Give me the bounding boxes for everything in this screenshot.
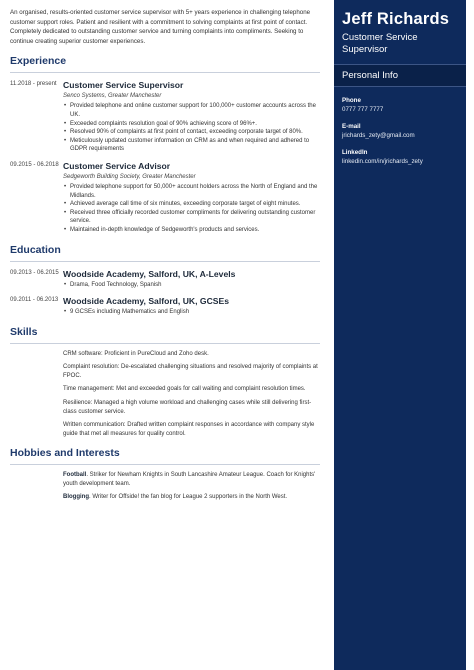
hobby-text: . Writer for Offside! the fan blog for League 2 supporters in the North West. [89, 493, 288, 500]
hobby-item [63, 471, 320, 488]
sidebar [334, 0, 466, 670]
job-title: Customer Service Supervisor [63, 80, 184, 91]
bullet-item: • Provided telephone support for 50,000+ account holders across the North of England and the Midlands. [63, 183, 320, 200]
experience-heading: Experience [10, 55, 320, 73]
school-name: Woodside Academy, Salford, UK, GCSEs [63, 296, 230, 307]
candidate-name: Jeff Richards [342, 10, 450, 28]
email-block [334, 113, 466, 139]
bullet-item: • 9 GCSEs including Mathematics and English [63, 308, 320, 317]
bullet-item: • Achieved average call time of six minutes, exceeding corporate target of eight minutes. [63, 200, 320, 209]
skill-item: Complaint resolution: De-escalated challenging situations and resolved majority of complaints at FPOC. [63, 364, 318, 379]
education-entry [10, 296, 320, 317]
entry-date: 09.2011 - 06.2013 [10, 297, 59, 304]
company-name: Senco Systems, Greater Manchester [63, 93, 162, 100]
phone-value: 0777 777 7777 [342, 106, 384, 113]
experience-entry [10, 80, 320, 154]
profile-summary: An organised, results-oriented customer service supervisor with 5+ years experience in challenging telephone customer support roles. Patient and resilient with a commitment to solving complaints at first point of contact. Completely dedicated to outstanding customer service and turning complaints into compliments. Seeking to continue creating superior customer experiences. [10, 9, 311, 45]
email-link[interactable]: jrichards_zety@gmail.com [342, 132, 415, 139]
linkedin-link[interactable]: linkedin.com/in/jrichards_zety [342, 158, 423, 165]
bullet-item: • Drama, Food Technology, Spanish [63, 281, 320, 290]
bullet-item: • Received three officially recorded customer compliments for delivering outstanding customer service. [63, 209, 320, 226]
skill-item: Written communication: Drafted written complaint responses in accordance with company style guide that met all measures for quality control. [63, 422, 315, 437]
hobby-text: . Striker for Newham Knights in South Lancashire Amateur League. Coach for Knights' youth development team. [63, 472, 316, 488]
candidate-title: Customer Service Supervisor [342, 32, 418, 55]
personal-info-heading: Personal Info [334, 64, 466, 87]
bullet-item: • Resolved 90% of complaints at first point of contact, exceeding corporate target of 80%. [63, 128, 320, 137]
hobbies-section [10, 447, 320, 501]
main-column [10, 8, 320, 505]
hobby-title: Football [63, 472, 87, 479]
education-section [10, 244, 320, 317]
skill-item: Time management: Met and exceeded goals for call waiting and complaint resolution times. [63, 386, 306, 393]
skill-item: Resilience: Managed a high volume workload and challenging cases while still delivering first-class customer service. [63, 400, 312, 415]
bullet-item: • Maintained in-depth knowledge of Sedgeworth's products and services. [63, 226, 320, 235]
bullet-list [63, 102, 320, 154]
experience-entry [10, 161, 320, 235]
entry-date: 11.2018 - present [10, 81, 57, 88]
skill-list [63, 350, 320, 439]
linkedin-label: LinkedIn [342, 149, 368, 156]
bullet-item: • Provided telephone and online customer support for 100,000+ customer accounts across the UK. [63, 102, 320, 119]
entry-date: 09.2013 - 06.2015 [10, 269, 59, 276]
education-entry [10, 269, 320, 290]
job-title: Customer Service Advisor [63, 160, 171, 171]
linkedin-block [334, 139, 466, 165]
school-name: Woodside Academy, Salford, UK, A-Levels [63, 268, 236, 279]
bullet-list [63, 308, 320, 317]
skills-heading: Skills [10, 326, 320, 344]
skill-item: CRM software: Proficient in PureCloud and Zoho desk. [63, 350, 209, 357]
experience-section [10, 55, 320, 234]
bullet-item: • Exceeded complaints resolution goal of 90% achieving score of 96%+. [63, 120, 320, 129]
email-label: E-mail [342, 123, 361, 130]
phone-label: Phone [342, 97, 361, 104]
phone-block [334, 87, 466, 113]
hobby-item [63, 493, 320, 502]
bullet-list [63, 183, 320, 235]
education-heading: Education [10, 244, 320, 262]
company-name: Sedgeworth Building Society, Greater Manchester [63, 173, 196, 180]
bullet-item: • Meticulously updated customer information on CRM as and when required and adhered to GDPR requirements [63, 137, 320, 154]
skills-section [10, 326, 320, 439]
bullet-list [63, 281, 320, 290]
entry-date: 09.2015 - 06.2018 [10, 161, 59, 168]
hobby-title: Blogging [63, 493, 89, 500]
hobbies-heading: Hobbies and Interests [10, 447, 320, 465]
